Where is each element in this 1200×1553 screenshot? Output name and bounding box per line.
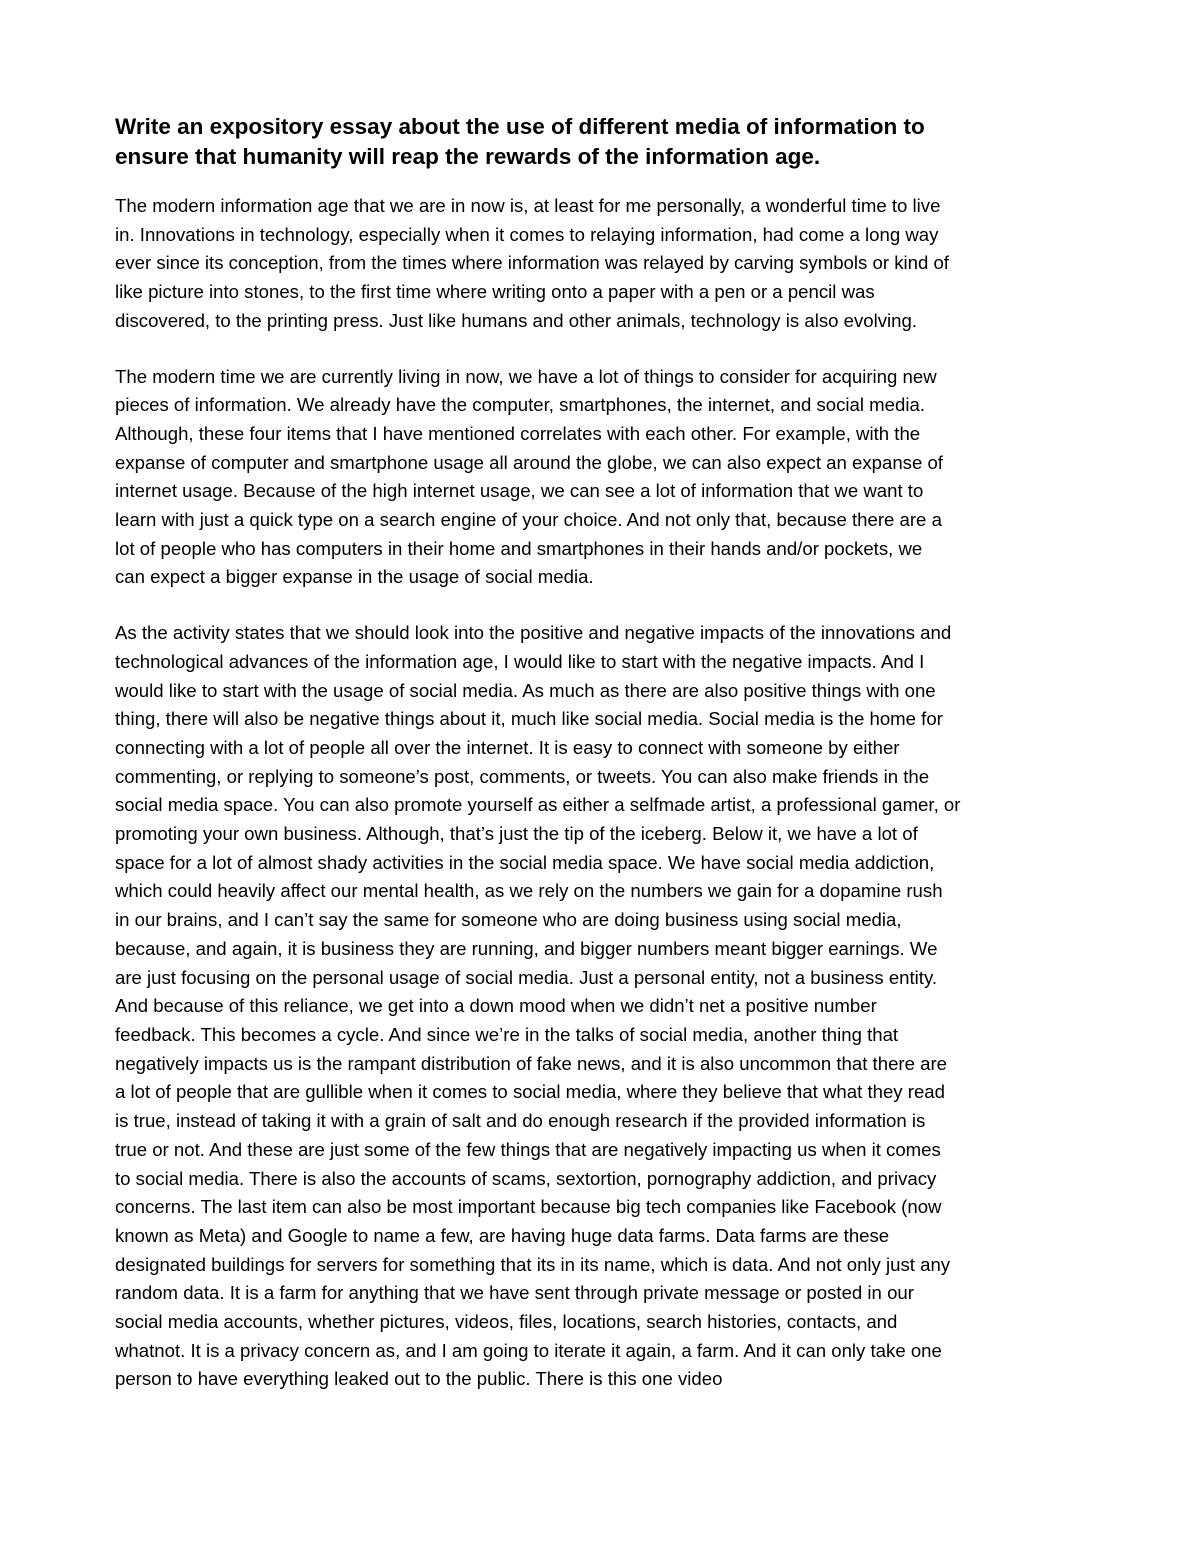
essay-title: Write an expository essay about the use of different media of information to ensure that humanity will reap the rewards of the information age. — [115, 114, 925, 169]
essay-paragraph-2: The modern time we are currently living in now, we have a lot of things to consider for acquiring new pieces of information. We already have the computer, smartphones, the internet, and social media. Although, these four items that I have mentioned correlates with each other. For example, with the expanse of computer and smartphone usage all around the globe, we can also expect an expanse of internet usage. Because of the high internet usage, we can see a lot of information that we want to learn with just a quick type on a search engine of your choice. And not only that, because there are a lot of people who has computers in their home and smartphones in their hands and/or pockets, we can expect a bigger expanse in the usage of social media. — [115, 365, 943, 588]
document-page — [115, 112, 1090, 1421]
essay-paragraph-3: As the activity states that we should look into the positive and negative impacts of the innovations and technological advances of the information age, I would like to start with the negative impacts. And I would like to start with the usage of social media. As much as there are also positive things with one thing, there will also be negative things about it, much like social media. Social media is the home for connecting with a lot of people all over the internet. It is easy to connect with someone by either commenting, or replying to someone’s post, comments, or tweets. You can also make friends in the social media space. You can also promote yourself as either a selfmade artist, a professional gamer, or promoting your own business. Although, that’s just the tip of the iceberg. Below it, we have a lot of space for a lot of almost shady activities in the social media space. We have social media addiction, which could heavily affect our mental health, as we rely on the numbers we gain for a dopamine rush in our brains, and I can’t say the same for someone who are doing business using social media, because, and again, it is business they are running, and bigger numbers meant bigger earnings. We are just focusing on the personal usage of social media. Just a personal entity, not a business entity. And because of this reliance, we get into a down mood when we didn’t net a positive number feedback. This becomes a cycle. And since we’re in the talks of social media, another thing that negatively impacts us is the rampant distribution of fake news, and it is also uncommon that there are a lot of people that are gullible when it comes to social media, where they believe that what they read is true, instead of taking it with a grain of salt and do enough research if the provided information is true or not. And these are just some of the few things that are negatively impacting us when it comes to social media. There is also the accounts of scams, sextortion, pornography addiction, and privacy concerns. The last item can also be most important because big tech companies like Facebook (now known as Meta) and Google to name a few, are having huge data farms. Data farms are these designated buildings for servers for something that its in its name, which is data. And not only just any random data. It is a farm for anything that we have sent through private message or posted in our social media accounts, whether pictures, videos, files, locations, search histories, contacts, and whatnot. It is a privacy concern as, and I am going to iterate it again, a farm. And it can only take one person to have everything leaked out to the public. There is this one video — [115, 622, 961, 1390]
essay-paragraph-1: The modern information age that we are in now is, at least for me personally, a wonderful time to live in. Innovations in technology, especially when it comes to relaying information, had come a long way ever since its conception, from the times where information was relayed by carving symbols or kind of like picture into stones, to the first time where writing onto a paper with a pen or a pencil was discovered, to the printing press. Just like humans and other animals, technology is also evolving. — [115, 195, 949, 331]
